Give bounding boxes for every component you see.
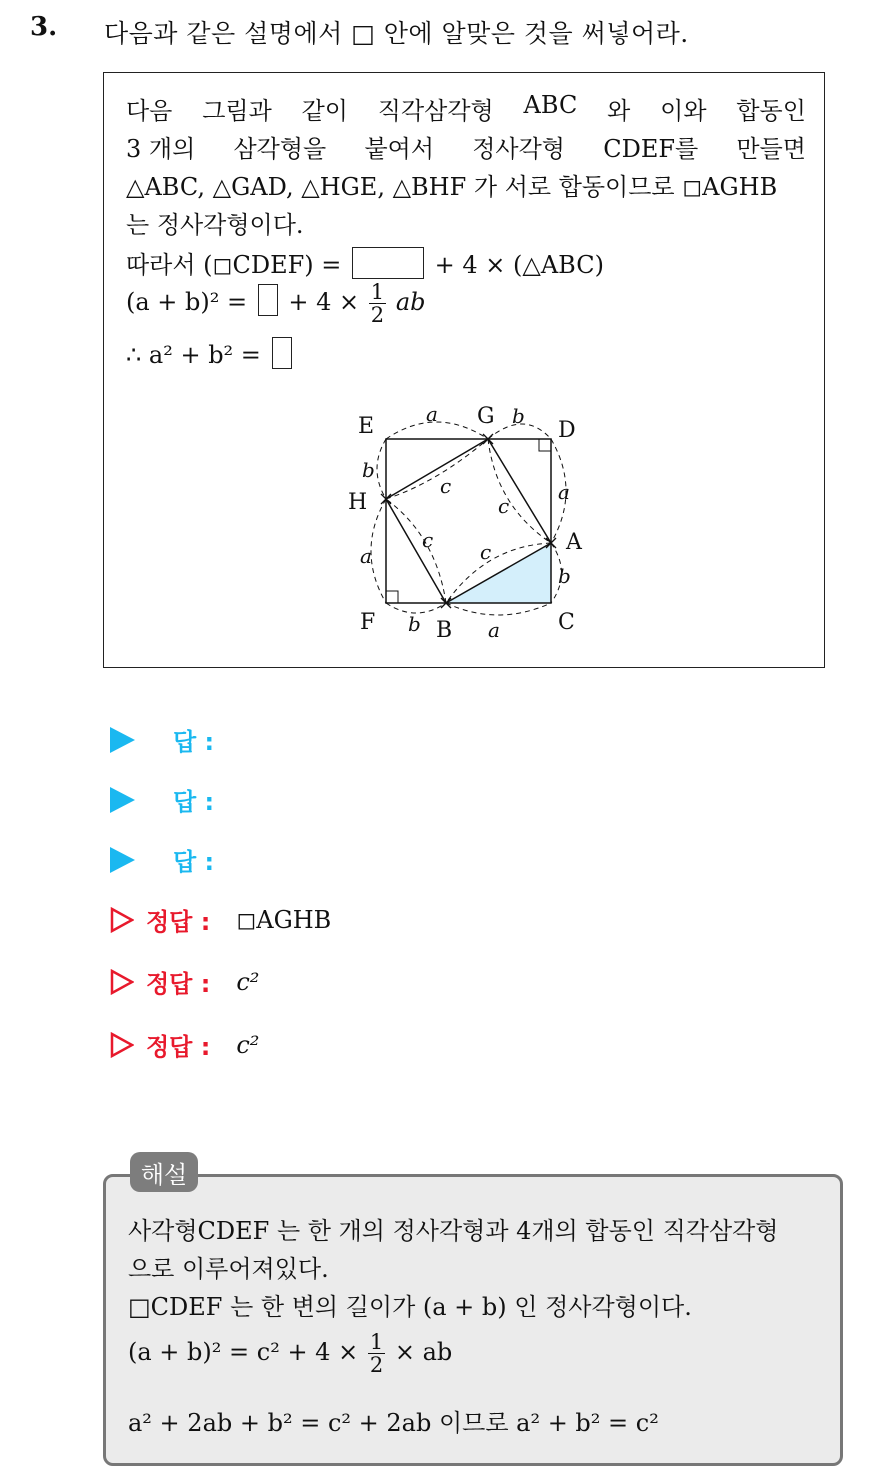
explanation-line-2: 으로 이루어져있다. bbox=[128, 1255, 329, 1283]
problem-line-3: △ABC, △GAD, △HGE, △BHF 가 서로 합동이므로 ◻AGHB bbox=[126, 173, 778, 201]
side-c-4: c bbox=[422, 528, 434, 552]
label-e: E bbox=[358, 414, 375, 439]
side-b-top: b bbox=[512, 404, 525, 428]
side-b-right: b bbox=[558, 564, 571, 588]
label-a: A bbox=[566, 530, 582, 555]
explanation-box bbox=[103, 1174, 843, 1466]
problem-line-2 bbox=[126, 129, 806, 164]
correct-row-3 bbox=[110, 1027, 259, 1062]
word: 삼각형을 bbox=[233, 135, 327, 163]
square-diagram bbox=[336, 391, 596, 651]
answer-label: 답 : bbox=[173, 788, 215, 816]
frac-num: 1 bbox=[369, 1330, 384, 1354]
problem-line-6 bbox=[126, 281, 425, 326]
word: 만들면 bbox=[736, 135, 806, 163]
word: ABC bbox=[523, 91, 578, 119]
right-angle-f bbox=[386, 591, 398, 603]
explanation-line-4 bbox=[128, 1331, 452, 1376]
answer-row-1 bbox=[110, 722, 214, 757]
word: 이와 bbox=[660, 97, 707, 125]
problem-line-7 bbox=[126, 337, 295, 369]
side-b-left: b bbox=[362, 458, 375, 482]
side-c-2: c bbox=[498, 494, 510, 518]
answer-blank-1 bbox=[352, 247, 424, 279]
line-text: × ab bbox=[394, 1338, 453, 1367]
arc-a-bc bbox=[446, 603, 551, 615]
label-h: H bbox=[348, 490, 368, 515]
side-c-3: c bbox=[480, 540, 492, 564]
frac-den: 2 bbox=[369, 1353, 384, 1378]
correct-row-1 bbox=[110, 902, 331, 937]
frac-num: 1 bbox=[370, 280, 385, 304]
fraction-half bbox=[368, 1331, 385, 1376]
correct-value: c² bbox=[236, 967, 260, 996]
question-instruction: 다음과 같은 설명에서 □ 안에 알맞은 것을 써넣어라. bbox=[104, 19, 689, 48]
label-c: C bbox=[558, 610, 575, 635]
correct-label: 정답 : bbox=[146, 1033, 211, 1061]
problem-line-1 bbox=[126, 91, 806, 126]
line-text: (a + b)² = bbox=[126, 288, 248, 317]
line-text: + 4 × bbox=[288, 288, 360, 317]
correct-row-2 bbox=[110, 964, 259, 999]
arc-a-hf bbox=[371, 499, 386, 603]
problem-line-5 bbox=[126, 245, 604, 280]
answer-label: 답 : bbox=[173, 848, 215, 876]
question-number: 3. bbox=[30, 12, 58, 42]
word: 다음 bbox=[126, 97, 173, 125]
right-angle-d bbox=[539, 439, 551, 451]
word: 붙여서 bbox=[364, 135, 435, 163]
side-c-1: c bbox=[440, 474, 452, 498]
word: 3 개의 bbox=[126, 135, 196, 163]
word: 합동인 bbox=[736, 97, 806, 125]
correct-value: c² bbox=[236, 1030, 260, 1059]
answer-label: 답 : bbox=[173, 728, 215, 756]
outline-triangle-icon bbox=[110, 1032, 134, 1058]
explanation-line-1: 사각형CDEF 는 한 개의 정사각형과 4개의 합동인 직각삼각형 bbox=[128, 1217, 779, 1245]
label-f: F bbox=[360, 610, 376, 635]
explanation-tag: 해설 bbox=[130, 1152, 198, 1192]
word: 직각삼각형 bbox=[377, 97, 494, 125]
line-text: 따라서 (◻CDEF) = bbox=[126, 251, 342, 279]
word: 정사각형 bbox=[472, 135, 565, 163]
line-text: ab bbox=[395, 288, 426, 317]
outline-triangle-icon bbox=[110, 969, 134, 995]
label-b: B bbox=[436, 618, 453, 643]
answer-blank-2 bbox=[258, 284, 278, 316]
label-d: D bbox=[558, 418, 576, 443]
correct-label: 정답 : bbox=[146, 908, 211, 936]
explanation-line-5: a² + 2ab + b² = c² + 2ab 이므로 a² + b² = c² bbox=[128, 1409, 659, 1437]
correct-label: 정답 : bbox=[146, 970, 211, 998]
outline-triangle-icon bbox=[110, 907, 134, 933]
frac-den: 2 bbox=[370, 303, 385, 328]
word: 그림과 bbox=[202, 97, 272, 125]
word: 와 bbox=[607, 97, 631, 125]
play-icon bbox=[110, 727, 135, 753]
side-b-bottom: b bbox=[408, 612, 421, 636]
line-text: ∴ a² + b² = bbox=[126, 341, 261, 369]
word: CDEF를 bbox=[603, 135, 699, 163]
side-a-top: a bbox=[426, 402, 438, 426]
correct-value: ◻AGHB bbox=[236, 905, 332, 934]
explanation-line-3: □CDEF 는 한 변의 길이가 (a + b) 인 정사각형이다. bbox=[128, 1293, 692, 1321]
fraction-half bbox=[369, 281, 386, 326]
problem-box bbox=[103, 72, 825, 668]
side-a-left: a bbox=[360, 544, 372, 568]
answer-row-3 bbox=[110, 842, 214, 877]
word: 같이 bbox=[301, 97, 348, 125]
problem-line-4: 는 정사각형이다. bbox=[126, 211, 304, 239]
arc-b-eh bbox=[377, 439, 386, 499]
play-icon bbox=[110, 787, 135, 813]
answer-row-2 bbox=[110, 782, 214, 817]
line-text: (a + b)² = c² + 4 × bbox=[128, 1338, 359, 1367]
side-a-bottom: a bbox=[488, 618, 500, 642]
side-a-right: a bbox=[558, 480, 570, 504]
label-g: G bbox=[477, 404, 495, 429]
answer-blank-3 bbox=[272, 337, 292, 369]
line-text: + 4 × (△ABC) bbox=[434, 251, 604, 279]
play-icon bbox=[110, 847, 135, 873]
